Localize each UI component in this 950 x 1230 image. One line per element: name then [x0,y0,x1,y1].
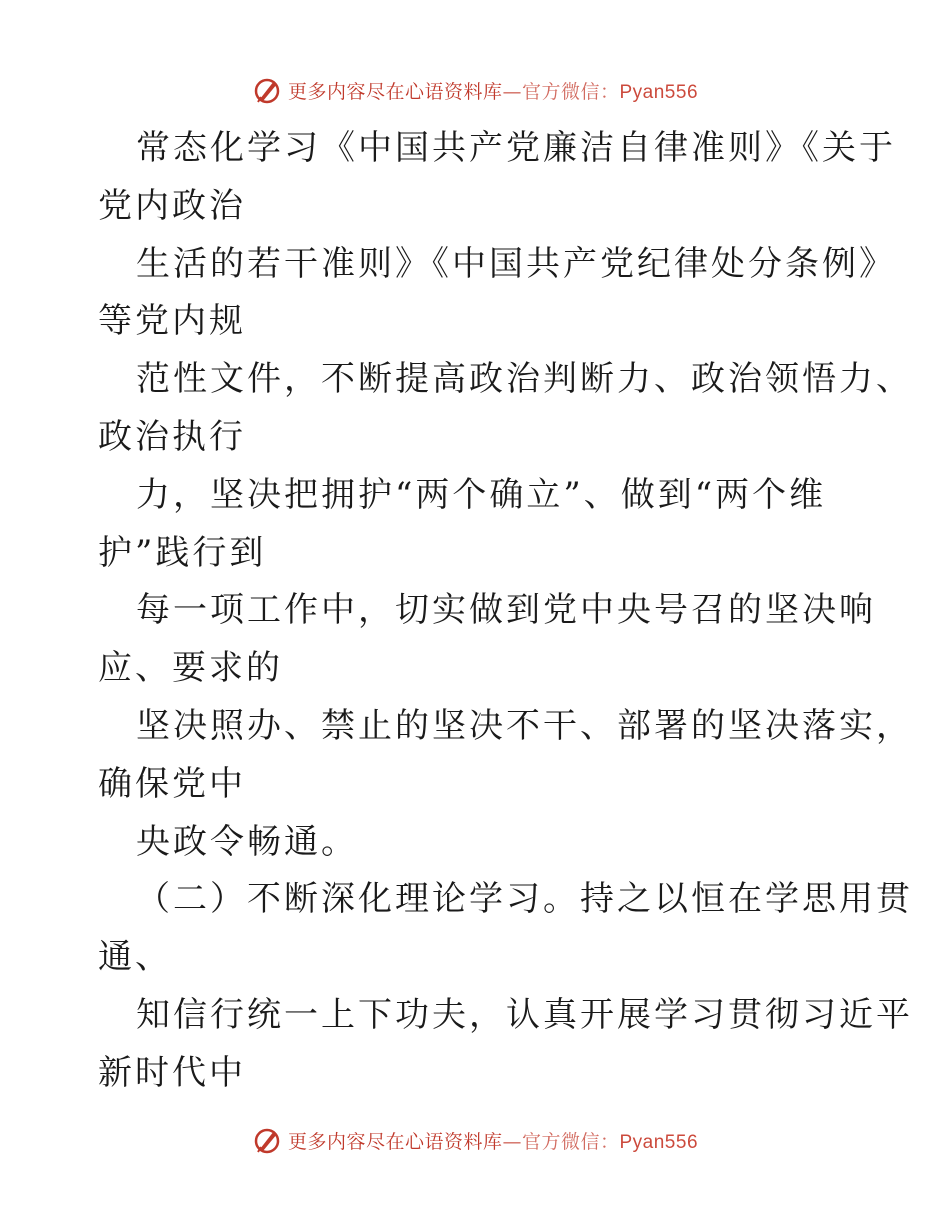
header-banner [0,70,950,110]
banner-dash: — [502,80,522,103]
text-line: 等党内规 [98,301,246,342]
banner-wechat-id: Pyan556 [619,1131,699,1153]
text-line: 护”践行到 [98,532,267,573]
text-line: 常态化学习《中国共产党廉洁自律准则》《关于 [136,128,896,168]
text-line: 确保党中 [98,763,246,804]
footer-banner [0,1120,950,1160]
banner-wechat-label: 官方微信： [521,1130,620,1153]
text-line: 新时代中 [98,1052,246,1093]
text-line: 坚决照办、禁止的坚决不干、部署的坚决落实， [136,705,913,746]
text-line: 党内政治 [98,185,246,226]
text-line: 政治执行 [98,416,246,457]
text-line: 知信行统一上下功夫，认真开展学习贯彻习近平 [136,994,913,1035]
banner-wechat-label: 官方微信： [521,80,620,103]
text-line: 每一项工作中，切实做到党中央号召的坚决响 [136,590,876,631]
text-line: 应、要求的 [98,648,283,689]
banner-title: 更多内容尽在心语资料库 [287,1130,503,1153]
text-line: 通、 [98,937,172,978]
document-body [98,120,913,1103]
text-line: 力，坚决把拥护“两个确立”、做到“两个维 [136,474,827,515]
banner-text [288,77,698,104]
banner-text [288,1127,698,1154]
banner-title: 更多内容尽在心语资料库 [287,80,503,103]
quill-pen-logo-icon [252,1125,282,1155]
banner-dash: — [502,1130,522,1153]
text-line: 范性文件，不断提高政治判断力、政治领悟力、 [136,359,913,400]
text-line: 生活的若干准则》《中国共产党纪律处分条例》 [136,243,896,284]
text-line: 央政令畅通。 [136,821,358,862]
text-line: （二）不断深化理论学习。持之以恒在学思用贯 [136,879,913,920]
quill-pen-logo-icon [252,75,282,105]
banner-wechat-id: Pyan556 [619,81,699,103]
